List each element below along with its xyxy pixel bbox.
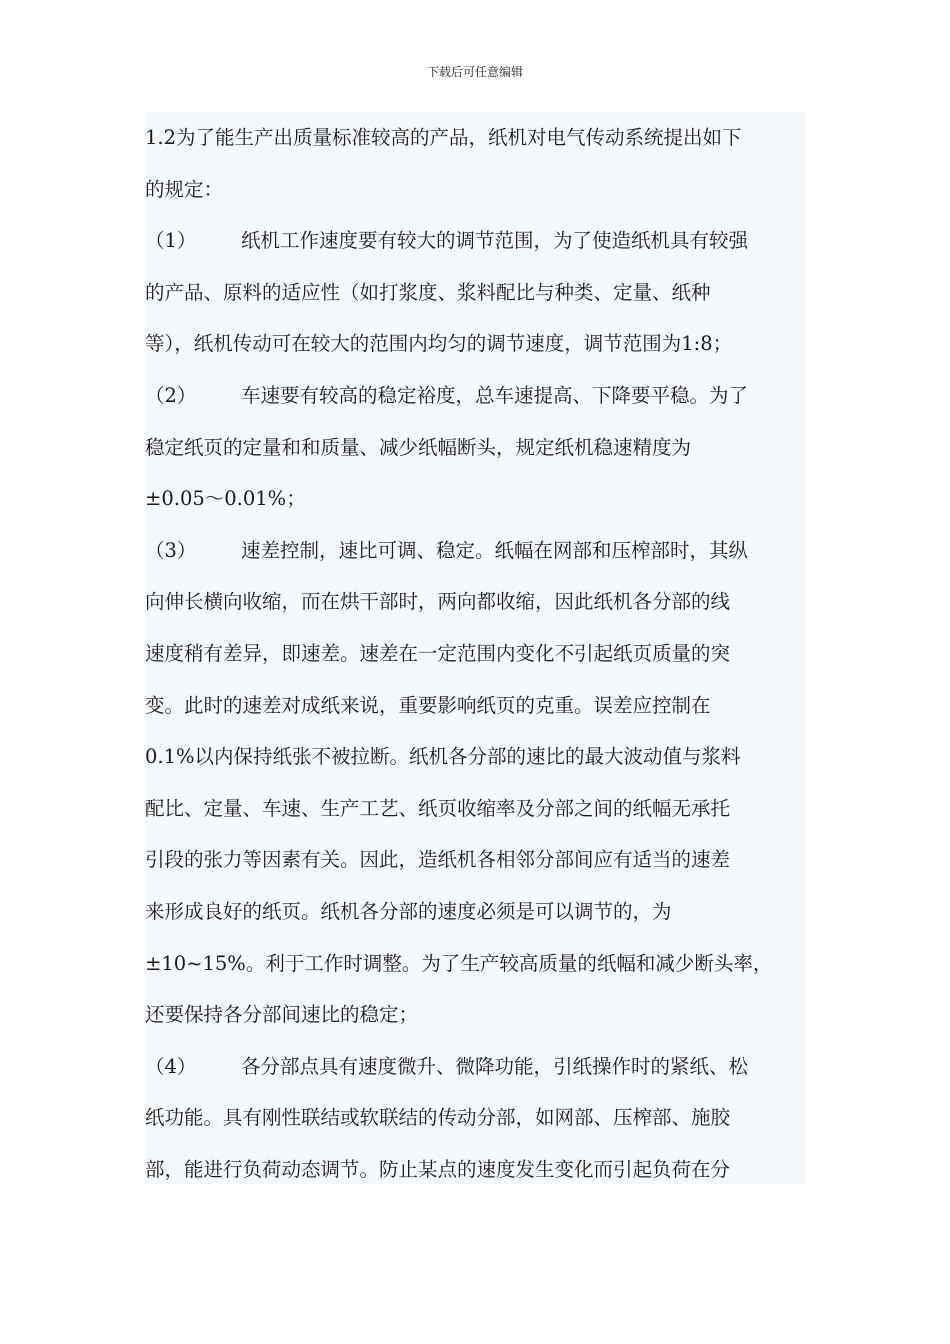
text-line: ±10~15%。利于工作时调整。为了生产较高质量的纸幅和减少断头率， [145, 951, 773, 975]
page-header-note: 下载后可任意编辑 [426, 65, 523, 79]
item-number: （4） [145, 1054, 197, 1078]
item-text: 各分部点具有速度微升、微降功能，引纸操作时的紧纸、松 [241, 1054, 749, 1078]
text-line: 配比、定量、车速、生产工艺、纸页收缩率及分部之间的纸幅无承托 [145, 796, 731, 820]
item-number: （1） [145, 229, 197, 253]
text-line: 变。此时的速差对成纸来说，重要影响纸页的克重。误差应控制在 [145, 693, 711, 717]
text-line: 还要保持各分部间速比的稳定； [145, 1003, 419, 1027]
document-body [145, 112, 805, 1184]
list-item-3 [145, 525, 805, 577]
text-line: 等），纸机传动可在较大的范围内均匀的调节速度，调节范围为1:8； [145, 332, 733, 356]
item-text: 纸机工作速度要有较大的调节范围，为了使造纸机具有较强 [241, 229, 749, 253]
text-line: 引段的张力等因素有关。因此，造纸机各相邻分部间应有适当的速差 [145, 848, 731, 872]
text-line: 稳定纸页的定量和和质量、减少纸幅断头，规定纸机稳速精度为 [145, 435, 692, 459]
text-line: 的产品、原料的适应性（如打浆度、浆料配比与种类、定量、纸种 [145, 280, 711, 304]
item-text: 车速要有较高的稳定裕度，总车速提高、下降要平稳。为了 [241, 383, 749, 407]
text-line: 速度稍有差异，即速差。速差在一定范围内变化不引起纸页质量的突 [145, 641, 731, 665]
text-line: 纸功能。具有刚性联结或软联结的传动分部，如网部、压榨部、施胶 [145, 1106, 731, 1130]
item-text: 速差控制，速比可调、稳定。纸幅在网部和压榨部时，其纵 [241, 538, 749, 562]
list-item-4 [145, 1041, 805, 1093]
list-item-2 [145, 370, 805, 422]
text-line: 1.2为了能生产出质量标准较高的产品，纸机对电气传动系统提出如下 [145, 126, 742, 149]
text-line: 来形成良好的纸页。纸机各分部的速度必须是可以调节的，为 [145, 899, 672, 923]
text-line: ±0.05～0.01%； [145, 487, 306, 511]
list-item-1 [145, 215, 805, 267]
item-number: （2） [145, 383, 197, 407]
text-line: 向伸长横向收缩，而在烘干部时，两向都收缩，因此纸机各分部的线 [145, 590, 731, 614]
item-number: （3） [145, 538, 197, 562]
text-line: 的规定： [145, 177, 224, 201]
text-line: 0.1%以内保持纸张不被拉断。纸机各分部的速比的最大波动值与浆料 [145, 745, 741, 769]
text-line: 部，能进行负荷动态调节。防止某点的速度发生变化而引起负荷在分 [145, 1157, 731, 1181]
